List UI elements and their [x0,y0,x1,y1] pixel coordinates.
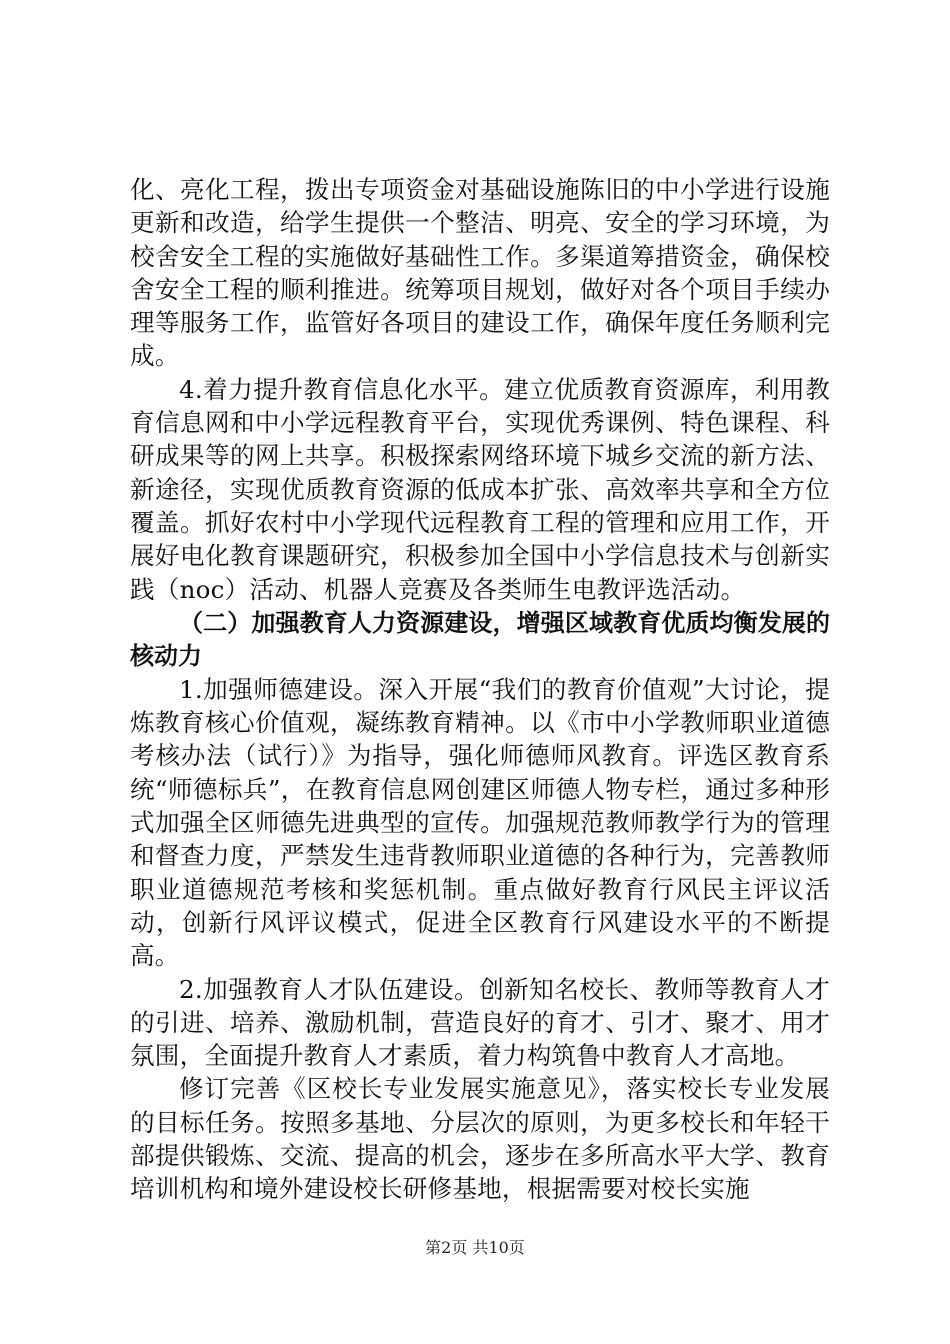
section-heading-human-resources: （二）加强教育人力资源建设，增强区域教育优质均衡发展的核动力 [130,608,830,670]
page-number-footer: 第2页 共10页 [425,1238,525,1257]
paragraph-infrastructure: 化、亮化工程，拨出专项资金对基础设施陈旧的中小学进行设施更新和改造，给学生提供一个整洁、明亮、安全的学习环境，为校舍安全工程的实施做好基础性工作。多渠道筹措资金，确保校舍安全工程的顺利推进。统筹项目规划，做好对各个项目手续办理等服务工作，监管好各项目的建设工作，确保年度任务顺利完成。 [130,175,830,371]
document-body [130,173,830,1206]
paragraph-teacher-ethics: 1.加强师德建设。深入开展“我们的教育价值观”大讨论，提炼教育核心价值观，凝练教育精神。以《市中小学教师职业道德考核办法（试行）》为指导，强化师德师风教育。评选区教育系统“师德标兵”，在教育信息网创建区师德人物专栏，通过多种形式加强全区师德先进典型的宣传。加强规范教师教学行为的管理和督查力度，严禁发生违背教师职业道德的各种行为，完善教师职业道德规范考核和奖惩机制。重点做好教育行风民主评议活动，创新行风评议模式，促进全区教育行风建设水平的不断提高。 [130,674,830,971]
paragraph-principal-development: 修订完善《区校长专业发展实施意见》，落实校长专业发展的目标任务。按照多基地、分层次的原则，为更多校长和年轻干部提供锻炼、交流、提高的机会，逐步在多所高水平大学、教育培训机构和境外建设校长研修基地，根据需要对校长实施 [130,1074,830,1204]
paragraph-talent-team: 2.加强教育人才队伍建设。创新知名校长、教师等教育人才的引进、培养、激励机制，营造良好的育才、引才、聚才、用才氛围，全面提升教育人才素质，着力构筑鲁中教育人才高地。 [130,974,830,1071]
paragraph-informatization: 4.着力提升教育信息化水平。建立优质教育资源库，利用教育信息网和中小学远程教育平台，实现优秀课例、特色课程、科研成果等的网上共享。积极探索网络环境下城乡交流的新方法、新途径，实现优质教育资源的低成本扩张、高效率共享和全方位覆盖。抓好农村中小学现代远程教育工程的管理和应用工作，开展好电化教育课题研究，积极参加全国中小学信息技术与创新实践（noc）活动、机器人竞赛及各类师生电教评选活动。 [130,374,830,604]
